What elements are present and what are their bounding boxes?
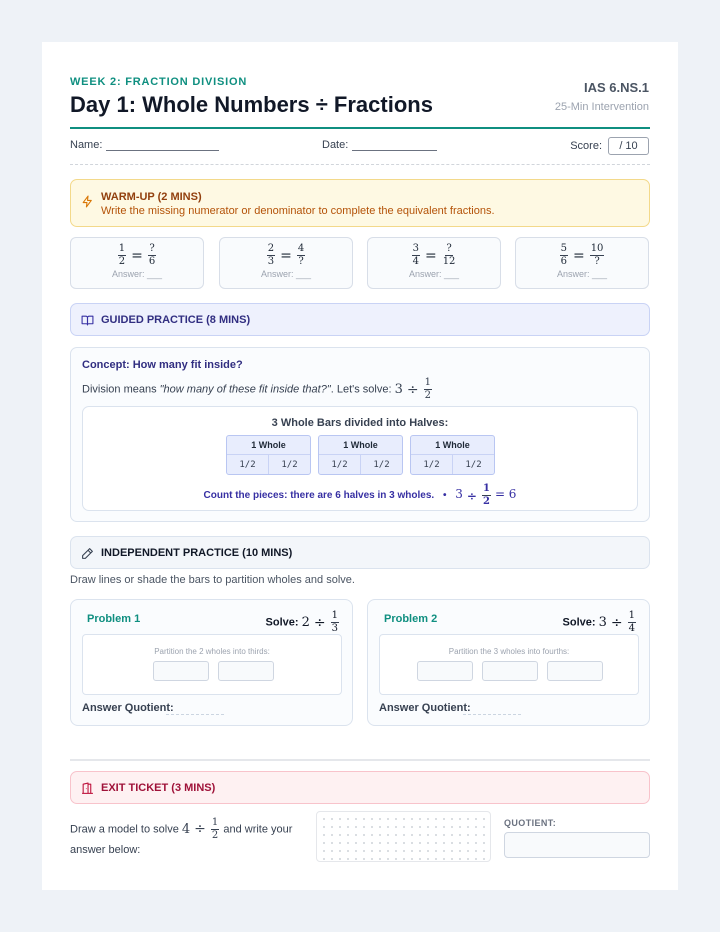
partition-area[interactable]: [379, 634, 639, 695]
whole-box[interactable]: [547, 661, 603, 681]
concept-prefix: Division means: [82, 383, 160, 396]
fraction-numerator: 1: [628, 610, 635, 621]
result-fraction: [482, 484, 491, 507]
problem-card: [367, 599, 650, 726]
missing-fraction: [297, 244, 305, 267]
problem-whole: 2: [301, 615, 310, 630]
bullet-separator: •: [442, 490, 447, 502]
lightning-icon: [81, 195, 94, 213]
answer-blank[interactable]: Answer: ___: [408, 269, 460, 279]
whole-bar: [226, 435, 311, 475]
pencil-icon: [81, 547, 94, 565]
fraction-numerator: ?: [149, 243, 155, 254]
half-piece: 1/2: [423, 460, 440, 470]
fraction-denominator: 12: [442, 256, 456, 267]
solve-label: Solve:: [562, 616, 596, 629]
concept-card: [70, 347, 650, 522]
fraction-denominator: 3: [331, 623, 338, 634]
name-field[interactable]: [70, 139, 219, 151]
half-piece: 1/2: [331, 460, 348, 470]
dot-grid-drawing-area[interactable]: [316, 811, 491, 862]
date-label: Date:: [322, 139, 349, 151]
fraction-equation: [220, 244, 352, 267]
fraction-numerator: 1: [211, 817, 219, 828]
problem-op: ÷: [313, 614, 326, 631]
problem-label: Problem 1: [87, 613, 141, 625]
equals-sign: =: [280, 247, 292, 264]
count-number-wholes: 3: [389, 490, 395, 502]
exit-fraction: [211, 818, 219, 841]
problem-expression: [266, 611, 340, 634]
result-value: = 6: [494, 487, 517, 502]
fraction-numerator: 2: [267, 243, 275, 254]
partition-hint: Partition the 3 wholes into fourths:: [448, 647, 570, 656]
problem-expression: [563, 611, 637, 634]
fraction-denominator: 4: [412, 256, 419, 267]
count-number: 6: [335, 490, 341, 502]
date-line[interactable]: [352, 141, 437, 151]
diagram-title: 3 Whole Bars divided into Halves:: [271, 417, 449, 429]
quotient-input[interactable]: [504, 832, 650, 858]
given-fraction: [267, 244, 275, 267]
problem-fraction: [331, 611, 339, 634]
diagram-summary: [83, 484, 637, 507]
half-pieces: [227, 455, 310, 475]
duration-label: 25-Min Intervention: [554, 101, 649, 113]
equivalent-fraction-card: [219, 237, 353, 289]
problem-label: Problem 2: [384, 613, 438, 625]
problem-card: [70, 599, 353, 726]
fraction-denominator: 6: [560, 256, 567, 267]
fraction-numerator: 1: [482, 483, 490, 494]
whole-box[interactable]: [417, 661, 473, 681]
header-divider: [70, 127, 650, 129]
date-field[interactable]: [322, 139, 437, 151]
missing-fraction: [590, 244, 605, 267]
exit-suffix: and write your answer below:: [70, 823, 293, 856]
name-line[interactable]: [106, 141, 219, 151]
exit-prefix: Draw a model to solve: [70, 823, 182, 836]
equivalent-fraction-card: [70, 237, 204, 289]
half-piece: 1/2: [239, 460, 256, 470]
answer-quotient-line[interactable]: [463, 714, 521, 715]
worksheet: [42, 42, 678, 890]
half-piece: 1/2: [452, 455, 494, 475]
exit-whole: 4: [181, 822, 191, 837]
score-box[interactable]: / 10: [608, 137, 649, 155]
fraction-denominator: 2: [482, 496, 490, 507]
half-pieces: [319, 455, 402, 475]
whole-box[interactable]: [218, 661, 274, 681]
problem-op: ÷: [610, 614, 623, 631]
whole-box[interactable]: [153, 661, 209, 681]
answer-quotient-label: Answer Quotient:: [379, 702, 471, 714]
equals-sign: =: [131, 247, 143, 264]
concept-quote: "how many of these fit inside that?": [159, 383, 331, 396]
guided-title: GUIDED PRACTICE (8 MINS): [101, 314, 251, 326]
bar-diagram: [82, 406, 638, 511]
concept-suffix: . Let's solve:: [330, 383, 395, 396]
equals-sign: =: [424, 247, 437, 264]
exit-banner: [70, 771, 650, 804]
fraction-denominator: 4: [628, 623, 635, 634]
answer-blank[interactable]: Answer: ___: [556, 269, 608, 279]
result-whole: 3: [455, 487, 463, 502]
count-middle: halves in: [340, 490, 390, 502]
fraction-numerator: 3: [412, 243, 419, 254]
equals-sign: =: [572, 247, 585, 264]
whole-box[interactable]: [482, 661, 538, 681]
concept-op: ÷: [406, 381, 419, 398]
quotient-label: QUOTIENT:: [504, 818, 557, 828]
concept-whole: 3: [394, 382, 403, 397]
concept-text: [82, 378, 433, 401]
given-fraction: [560, 244, 568, 267]
missing-fraction: [442, 244, 457, 267]
solve-label: Solve:: [265, 616, 299, 629]
half-piece: 1/2: [268, 455, 310, 475]
count-suffix: wholes.: [394, 490, 435, 502]
score-label: Score:: [570, 140, 602, 152]
warmup-banner: [70, 179, 650, 227]
concept-title: Concept: How many fit inside?: [82, 359, 243, 371]
fraction-numerator: 1: [424, 377, 431, 388]
fraction-numerator: 1: [331, 610, 338, 621]
whole-bar-label: 1 Whole: [319, 436, 402, 455]
missing-fraction: [148, 244, 156, 267]
name-label: Name:: [70, 139, 103, 151]
concept-fraction: [424, 378, 432, 401]
independent-title: INDEPENDENT PRACTICE (10 MINS): [101, 547, 293, 559]
door-icon: [81, 782, 94, 800]
whole-bar: [318, 435, 403, 475]
fraction-denominator: 3: [267, 256, 275, 267]
fraction-numerator: 5: [560, 243, 567, 254]
whole-bar-label: 1 Whole: [411, 436, 494, 455]
fraction-numerator: 10: [590, 243, 604, 254]
fraction-numerator: 1: [118, 243, 126, 254]
week-subtitle: WEEK 2: FRACTION DIVISION: [70, 76, 248, 88]
result-op: ÷: [466, 488, 477, 503]
warmup-instruction: Write the missing numerator or denominator to complete the equivalent fractions.: [101, 205, 495, 217]
whole-bar-label: 1 Whole: [227, 436, 310, 455]
standard-code: IAS 6.NS.1: [583, 80, 649, 95]
exit-prompt: [70, 818, 305, 860]
fraction-numerator: ?: [446, 243, 452, 254]
fraction-denominator: ?: [594, 256, 600, 267]
meta-divider: [70, 164, 650, 165]
fraction-denominator: 2: [211, 830, 219, 841]
page-title: Day 1: Whole Numbers ÷ Fractions: [70, 92, 433, 117]
independent-banner: [70, 536, 650, 569]
fraction-equation: [71, 244, 203, 267]
section-divider: [70, 759, 650, 761]
partition-hint: Partition the 2 wholes into thirds:: [154, 647, 270, 656]
fraction-numerator: 4: [297, 243, 305, 254]
fraction-denominator: 2: [118, 256, 126, 267]
exit-op: ÷: [194, 821, 206, 837]
given-fraction: [412, 244, 420, 267]
whole-bar: [410, 435, 495, 475]
independent-instruction: Draw lines or shade the bars to partition wholes and solve.: [70, 574, 355, 586]
equivalent-fraction-card: [515, 237, 649, 289]
given-fraction: [118, 244, 126, 267]
count-prefix: Count the pieces: there are: [203, 490, 336, 502]
partition-area[interactable]: [82, 634, 342, 695]
guided-banner: [70, 303, 650, 336]
fraction-equation: [368, 244, 500, 267]
fraction-denominator: 6: [148, 256, 156, 267]
answer-quotient-label: Answer Quotient:: [82, 702, 174, 714]
warmup-title: WARM-UP (2 MINS): [101, 191, 202, 203]
half-pieces: [411, 455, 494, 475]
half-piece: 1/2: [360, 455, 402, 475]
problem-fraction: [628, 611, 636, 634]
fraction-equation: [516, 244, 648, 267]
equivalent-fraction-card: [367, 237, 501, 289]
answer-quotient-line[interactable]: [166, 714, 224, 715]
fraction-denominator: 2: [424, 390, 431, 401]
answer-blank[interactable]: Answer: ___: [111, 269, 163, 279]
exit-title: EXIT TICKET (3 MINS): [101, 782, 216, 794]
problem-whole: 3: [598, 615, 607, 630]
fraction-denominator: ?: [298, 256, 304, 267]
answer-blank[interactable]: Answer: ___: [260, 269, 312, 279]
book-icon: [81, 314, 94, 332]
